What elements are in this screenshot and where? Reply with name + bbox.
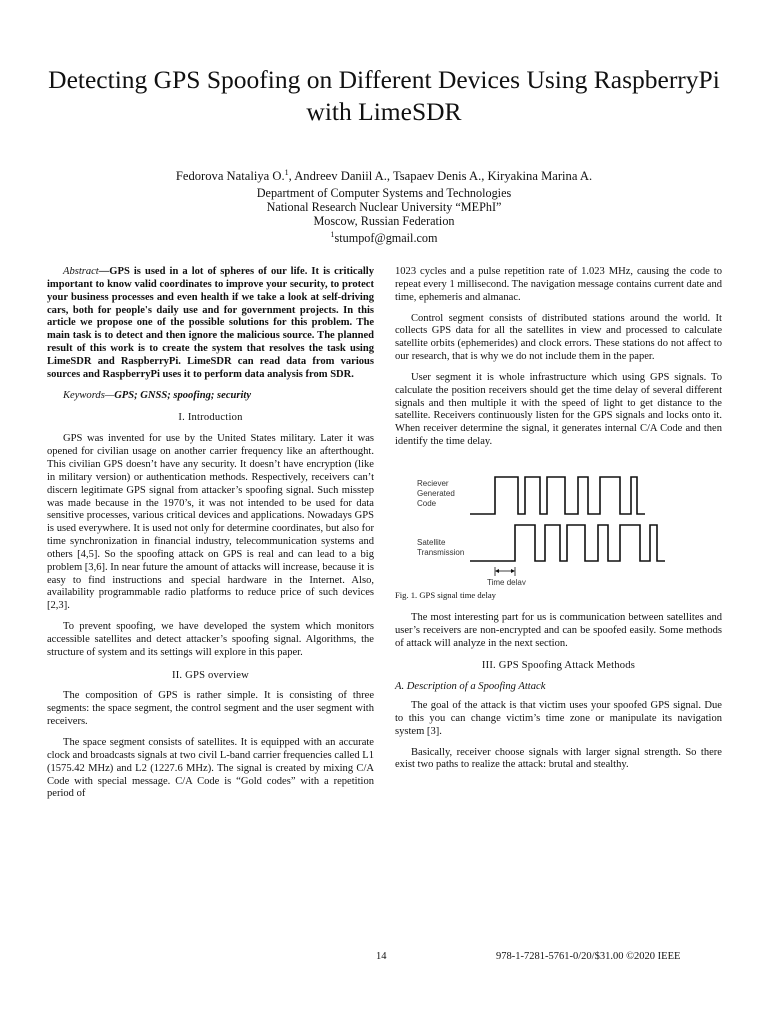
satellite-transmission-waveform xyxy=(470,525,665,561)
author-department: Department of Computer Systems and Technologies xyxy=(256,186,512,201)
intro-paragraph-1: GPS was invented for use by the United States military. Later it was opened for civilian usage on another carrier frequency like an afterthought. This civilian GPS doesn’t have any security. It doesn’t have encryption (like in military version) or authentication methods. Respectively, receivers can’t discern legitimate GPS signal from attacker’s spoofing signal. Such misstep was made because in the 1970’s, it was not intended to be used for data sensitive processes, various critical devices and applications. Nowadays GPS is used everywhere. It is used not only for determine coordinates, but also for time synchronization in financial industry, telecommunication systems and others [4,5]. So the spoofing attack on GPS is real and can lead to a big problem [3,6]. In near future the amount of attacks will increase, because it is easy to find instructions and special hardware in the Internet. Also, availability programmable radio platforms to reduce price of such devices [2,3]. xyxy=(47,433,374,612)
keywords: Keywords—GPS; GNSS; spoofing; security xyxy=(63,389,252,401)
section-heading-spoofing-methods: III. GPS Spoofing Attack Methods xyxy=(481,660,636,672)
label-transmission: Transmission xyxy=(417,547,465,557)
label-satellite: Satellite xyxy=(417,537,446,547)
delay-arrow-head-right xyxy=(511,569,515,573)
author-location: Moscow, Russian Federation xyxy=(313,214,455,229)
signal-diagram xyxy=(395,461,722,585)
label-code: Code xyxy=(417,498,437,508)
figure-gps-time-delay xyxy=(395,461,722,585)
label-time-delay: Time delay xyxy=(487,577,526,585)
figure-caption: Fig. 1. GPS signal time delay xyxy=(395,589,496,600)
author-university: National Research Nuclear University “MEPhI” xyxy=(266,200,502,215)
label-receiver: Reciever xyxy=(417,478,449,488)
section-heading-gps-overview: II. GPS overview xyxy=(171,669,250,681)
spoofing-paragraph-2: Basically, receiver choose signals with larger signal strength. So there exist two paths to realize the attack: brutal and stealthy. xyxy=(395,746,722,771)
left-column xyxy=(47,266,374,809)
user-segment-paragraph: User segment it is whole infrastructure which using GPS signals. To calculate the position receivers should get the time delay of several different signals and then multiple it with the speed of light to get distance to the satellite. Receivers continuously listen for the GPS signals and locks onto it. When receiver determine the signal, it generates internal C/A Code and then identify the time delay. xyxy=(395,371,722,448)
overview-paragraph-2: The space segment consists of satellites. It is equipped with an accurate clock and broadcasts signals at two civil L-band carrier frequencies called L1 (1575.42 MHz) and L2 (1227.6 MHz). The signal is created by mixing C/A Code with special message. C/A Code is “Gold codes” with a repetition period of xyxy=(47,737,374,800)
control-segment-paragraph: Control segment consists of distributed stations around the world. It collects GPS data for all the satellites in view and processed to calculate satellite orbits (ephemerides) and clock errors. These stations do not affect to our research, that is why we do not include them in the paper. xyxy=(395,312,722,363)
section-heading-introduction: I. Introduction xyxy=(178,412,243,424)
spoofing-paragraph-1: The goal of the attack is that victim uses your spoofed GPS signal. Due to this you can change victim’s time zone or manipulate its navigation system [3]. xyxy=(395,700,722,737)
isbn-copyright: 978-1-7281-5761-0/20/$31.00 ©2020 IEEE xyxy=(496,951,681,962)
subsection-heading-description: A. Description of a Spoofing Attack xyxy=(395,681,546,693)
label-generated: Generated xyxy=(417,488,455,498)
page-number: 14 xyxy=(376,951,387,962)
communication-paragraph: The most interesting part for us is communication between satellites and user’s receivers are non-encrypted and can be spoofed easily. Some methods of attack will analyze in the next section. xyxy=(395,611,722,649)
overview-paragraph-1: The composition of GPS is rather simple. It is consisting of three segments: the space segment, the control segment and the user segment with receivers. xyxy=(47,690,374,728)
abstract: Abstract—GPS is used in a lot of spheres of our life. It is critically important to know valid coordinates to improve your security, to protect your business processes and even health if we take a look at self-driving cars, both for people's daily use and for government projects. In this article we propose one of the possible solutions for this problem. The main task is to detect and then ignore the malicious source. The planned result of this work is to create the system that resolves the task using LimeSDR and RaspberryPi. LimeSDR can read data from various sources and RaspberryPi uses it to perform data analysis from SDR. xyxy=(47,266,374,380)
author-block xyxy=(40,166,728,245)
overview-paragraph-3: 1023 cycles and a pulse repetition rate of 1.023 MHz, causing the code to repeat every 1 millisecond. The navigation message contains current date and time, ephemeris and almanac. xyxy=(395,266,722,303)
delay-arrow-head-left xyxy=(495,569,499,573)
right-column xyxy=(395,266,722,780)
intro-paragraph-2: To prevent spoofing, we have developed the system which monitors accessible satellites and detect attacker’s spoofing signal. Algorithms, the structure of system and its settings will explore in this paper. xyxy=(47,621,374,658)
author-names: Fedorova Nataliya O.$^1$, Andreev Daniil A., Tsapaev Denis A., Kiryakina Marina A. xyxy=(175,168,593,184)
author-email: $^1$stumpof@gmail.com xyxy=(330,230,438,246)
generated-code-waveform xyxy=(470,477,645,514)
paper-title: Detecting GPS Spoofing on Different Devices Using RaspberryPi with LimeSDR xyxy=(48,65,720,126)
